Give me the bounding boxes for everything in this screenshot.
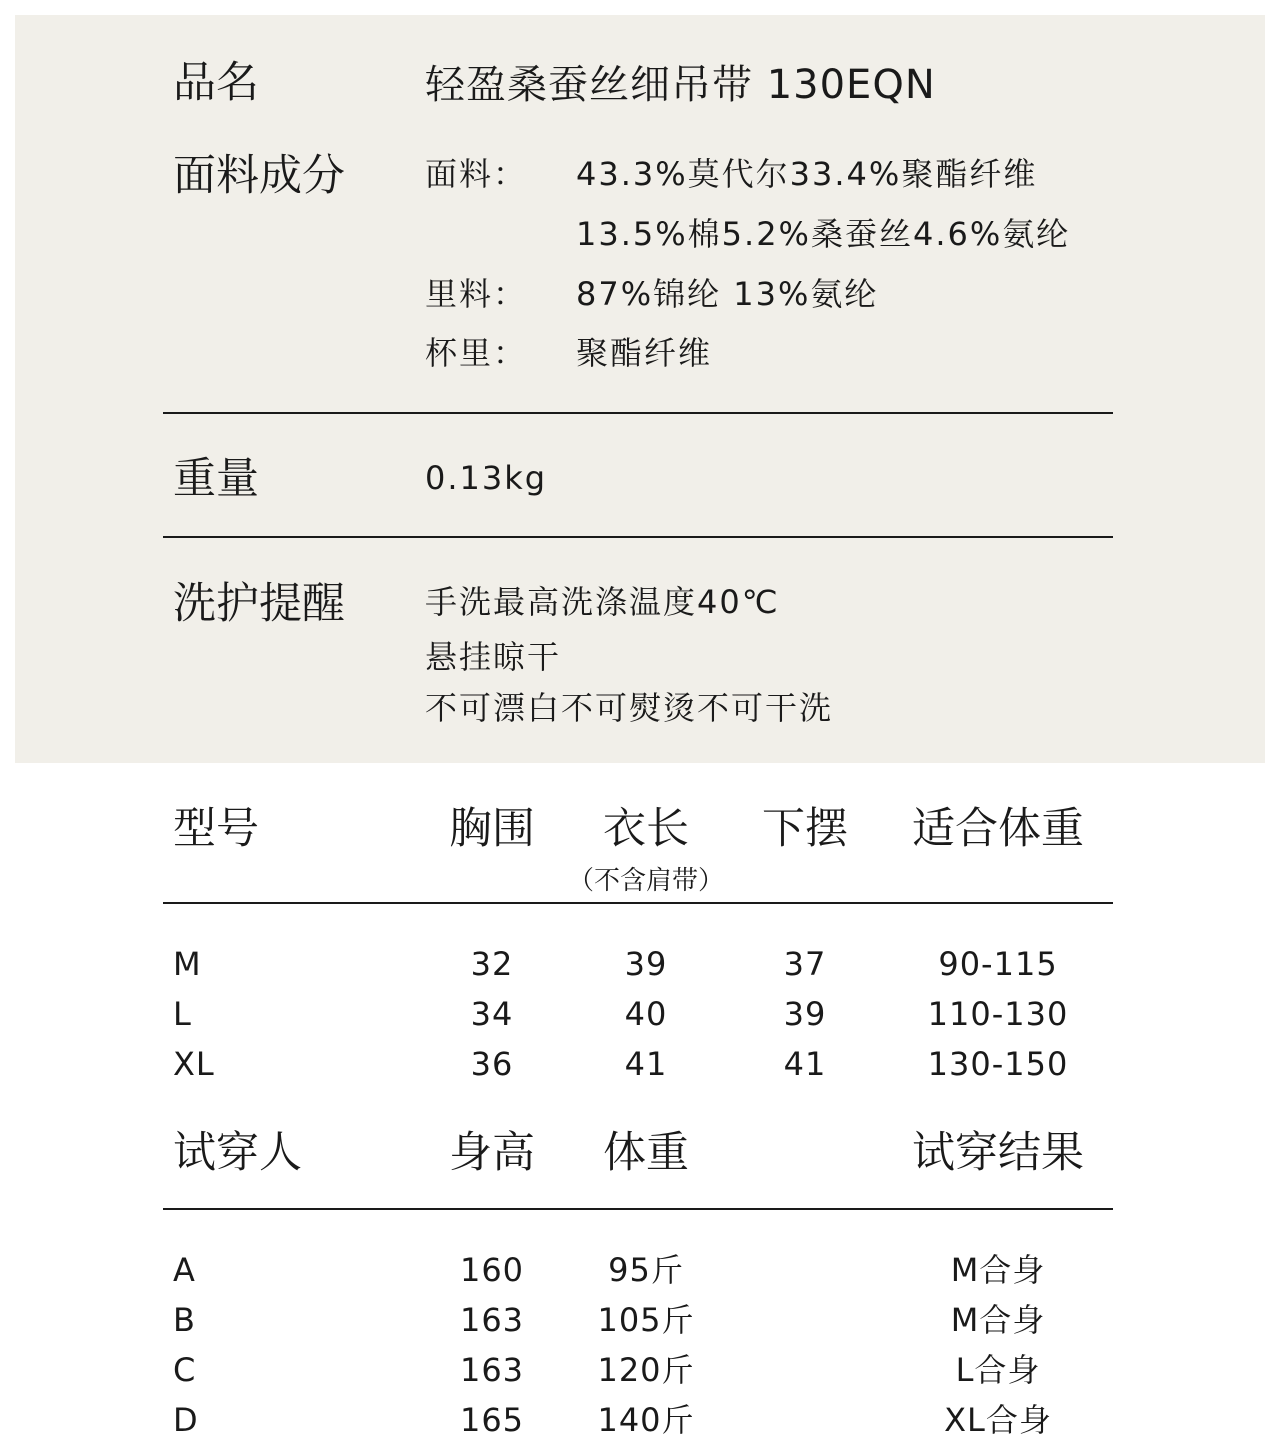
size-header-model: 型号 <box>173 804 259 854</box>
size-header-chest: 胸围 <box>449 804 535 854</box>
length-cell: 39 <box>624 945 668 983</box>
care-label: 洗护提醒 <box>173 579 345 629</box>
divider <box>163 412 1113 414</box>
person-cell: A <box>173 1251 196 1289</box>
height-cell: 163 <box>459 1351 525 1389</box>
cup-label: 杯里： <box>425 334 528 372</box>
hem-cell: 37 <box>783 945 827 983</box>
fit-weight-cell: 90-115 <box>938 945 1058 983</box>
size-table-divider <box>163 902 1113 904</box>
length-cell: 41 <box>624 1045 668 1083</box>
care-line: 手洗最高洗涤温度40℃ <box>425 583 780 621</box>
fabric-label: 面料： <box>425 155 528 193</box>
weight-cell: 95斤 <box>608 1251 684 1289</box>
composition-label: 面料成分 <box>173 151 345 201</box>
product-info-panel <box>15 15 1265 763</box>
hem-cell: 39 <box>783 995 827 1033</box>
person-cell: B <box>173 1301 196 1339</box>
tryon-header-person: 试穿人 <box>173 1128 302 1178</box>
fit-weight-cell: 130-150 <box>927 1045 1069 1083</box>
result-cell: L合身 <box>955 1351 1041 1389</box>
cup-value: 聚酯纤维 <box>576 334 713 372</box>
size-cell: M <box>173 945 202 983</box>
length-cell: 40 <box>624 995 668 1033</box>
weight-cell: 105斤 <box>597 1301 695 1339</box>
weight-cell: 140斤 <box>597 1401 695 1439</box>
size-cell: XL <box>173 1045 215 1083</box>
chest-cell: 36 <box>470 1045 514 1083</box>
lining-value: 87%锦纶 13%氨纶 <box>576 275 879 313</box>
lining-label: 里料： <box>425 275 528 313</box>
tryon-table-divider <box>163 1208 1113 1210</box>
tryon-header-height: 身高 <box>449 1128 535 1178</box>
chest-cell: 34 <box>470 995 514 1033</box>
size-header-length-note: （不含肩带） <box>567 866 725 896</box>
fit-weight-cell: 110-130 <box>927 995 1069 1033</box>
result-cell: M合身 <box>950 1251 1046 1289</box>
weight-label: 重量 <box>173 454 259 504</box>
hem-cell: 41 <box>783 1045 827 1083</box>
divider <box>163 536 1113 538</box>
size-header-length: 衣长 <box>603 804 689 854</box>
fabric-line-2: 13.5%棉5.2%桑蚕丝4.6%氨纶 <box>576 215 1071 253</box>
height-cell: 163 <box>459 1301 525 1339</box>
tryon-header-result: 试穿结果 <box>912 1128 1084 1178</box>
care-line: 悬挂晾干 <box>425 638 562 676</box>
height-cell: 160 <box>459 1251 525 1289</box>
result-cell: XL合身 <box>944 1401 1052 1439</box>
weight-cell: 120斤 <box>597 1351 695 1389</box>
size-header-hem: 下摆 <box>762 804 848 854</box>
result-cell: M合身 <box>950 1301 1046 1339</box>
size-cell: L <box>173 995 192 1033</box>
person-cell: C <box>173 1351 197 1389</box>
product-name-value: 轻盈桑蚕丝细吊带 130EQN <box>425 62 936 108</box>
height-cell: 165 <box>459 1401 525 1439</box>
care-line: 不可漂白不可熨烫不可干洗 <box>425 689 834 727</box>
weight-value: 0.13kg <box>425 459 548 497</box>
fabric-line-1: 43.3%莫代尔33.4%聚酯纤维 <box>576 155 1038 193</box>
chest-cell: 32 <box>470 945 514 983</box>
product-name-label: 品名 <box>173 58 259 108</box>
tryon-header-weight: 体重 <box>603 1128 689 1178</box>
person-cell: D <box>173 1401 199 1439</box>
size-header-fit-weight: 适合体重 <box>912 804 1084 854</box>
